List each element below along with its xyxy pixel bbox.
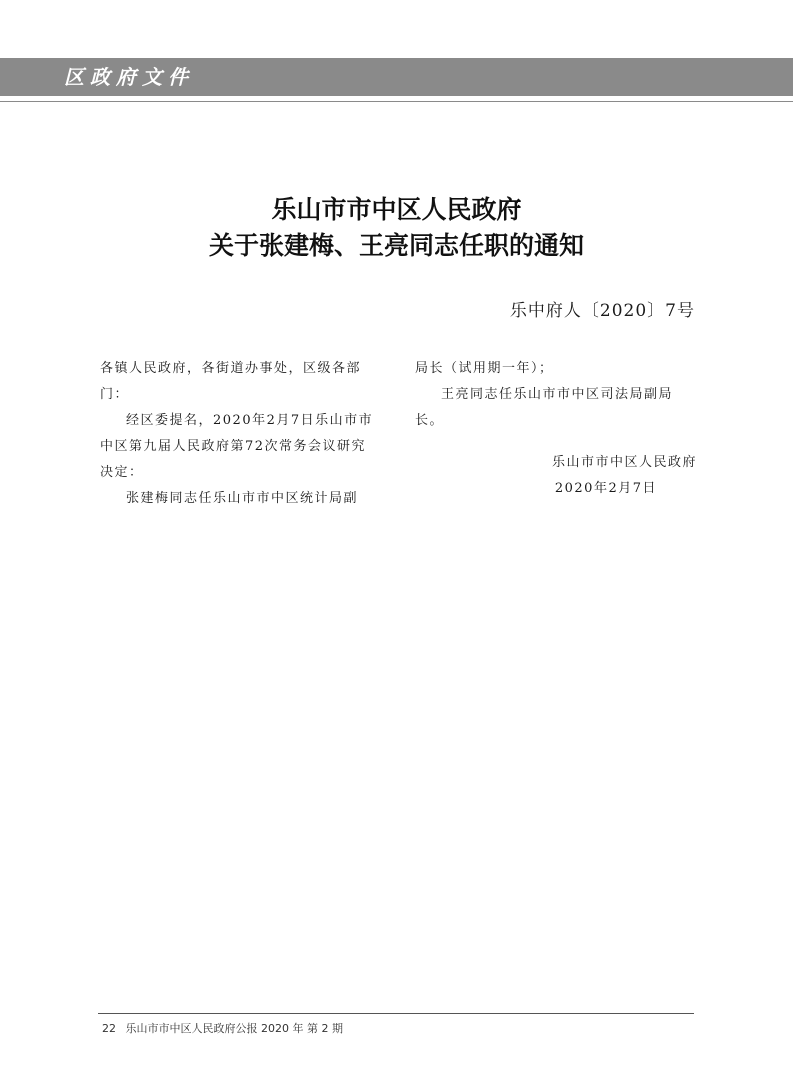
body-line: 中区第九届人民政府第72次常务会议研究 xyxy=(100,439,367,454)
signature-organization: 乐山市市中区人民政府 xyxy=(551,455,697,470)
body-line: 张建梅同志任乐山市市中区统计局副 xyxy=(126,491,359,506)
publication-name: 乐山市市中区人民政府公报 2020 年 第 2 期 xyxy=(125,1022,343,1035)
signature-date: 2020年2月7日 xyxy=(554,481,657,496)
footer-divider xyxy=(98,1013,694,1014)
body-line: 各镇人民政府，各街道办事处，区级各部 xyxy=(100,361,362,376)
body-line: 长。 xyxy=(415,413,445,428)
body-line: 局长（试用期一年）； xyxy=(415,361,554,376)
body-line: 王亮同志任乐山市市中区司法局副局 xyxy=(441,387,674,402)
section-label: 区政府文件 xyxy=(64,65,194,89)
page-number: 22 xyxy=(102,1022,116,1035)
document-title-line-1: 乐山市市中区人民政府 xyxy=(271,195,522,224)
body-line: 决定： xyxy=(100,465,144,480)
page-footer xyxy=(102,1020,343,1036)
body-right-column xyxy=(415,356,697,502)
section-header-band xyxy=(0,58,793,96)
body-left-column xyxy=(100,356,390,512)
body-line: 门： xyxy=(100,387,130,402)
header-divider xyxy=(0,101,793,102)
document-title-line-2: 关于张建梅、王亮同志任职的通知 xyxy=(208,231,584,260)
document-number: 乐中府人〔2020〕7号 xyxy=(509,301,695,321)
body-line: 经区委提名，2020年2月7日乐山市市 xyxy=(126,413,374,428)
